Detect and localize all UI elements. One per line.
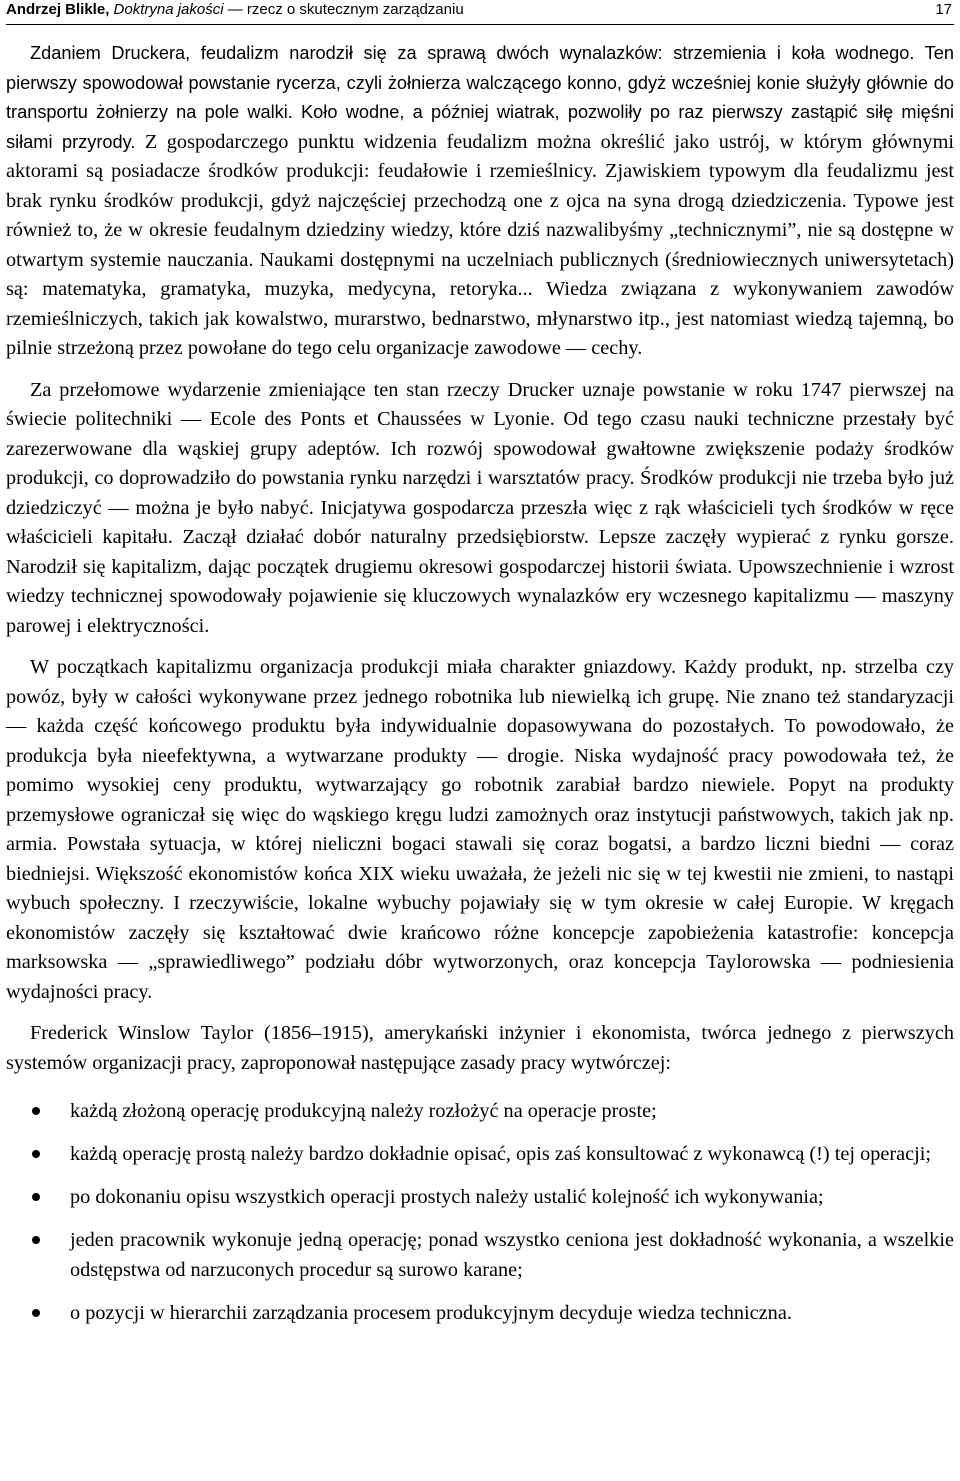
list-item-text: o pozycji w hierarchii zarządzania procesem produkcyjnym decyduje wiedza techniczna. [70, 1302, 792, 1324]
header-subtitle: — rzecz o skutecznym zarządzaniu [227, 1, 464, 18]
body-text [6, 39, 954, 1328]
page-number: 17 [935, 1, 952, 18]
list-item-text: każdą złożoną operację produkcyjną należy rozłożyć na operacje proste; [70, 1100, 657, 1122]
header-author: Andrzej Blikle, [6, 1, 110, 18]
list-item-text: po dokonaniu opisu wszystkich operacji prostych należy ustalić kolejność ich wykonywania; [70, 1186, 824, 1208]
list-item [6, 1139, 954, 1169]
running-header [6, 0, 954, 25]
bullet-icon [32, 1150, 40, 1158]
paragraph-capitalism: Za przełomowe wydarzenie zmieniające ten stan rzeczy Drucker uznaje powstanie w roku 1747 pierwszej na świecie politechniki — Ecole des Ponts et Chaussées w Lyonie. Od tego czasu nauki techniczne przestały być zarezerwowane dla wąskiej grupy adeptów. Ich rozwój spowodował gwałtowne zwiększenie podaży środków produkcji, co doprowadziło do powstania rynku narzędzi i warsztatów pracy. Środków produkcji nie trzeba było już dziedziczyć — można je było nabyć. Inicjatywa gospodarcza przeszła więc z rąk właścicieli tych środków w ręce właścicieli kapitału. Zaczął działać dobór naturalny przedsiębiorstw. Lepsze zaczęły wypierać z rynku gorsze. Narodził się kapitalizm, dając początek drugiemu okresowi gospodarczej historii świata. Upowszechnienie i wzrost wiedzy technicznej spowodowały pojawienie się kluczowych wynalazków ery wczesnego kapitalizmu — maszyny parowej i elektryczności. [6, 378, 954, 637]
taylor-principles-list [6, 1096, 954, 1328]
list-item [6, 1225, 954, 1285]
list-item-text: jeden pracownik wykonuje jedną operację; ponad wszystko ceniona jest dokładność wykonania, a wszelkie odstępstwa od narzuconych procedur są surowo karane; [70, 1229, 954, 1281]
list-item-text: każdą operację prostą należy bardzo dokładnie opisać, opis zaś konsultować z wykonawcą (!) tej operacji; [70, 1143, 932, 1165]
bullet-icon [32, 1236, 40, 1244]
header-book-title: Doktryna jakości [113, 1, 224, 18]
list-item [6, 1182, 954, 1212]
list-item [6, 1096, 954, 1126]
paragraph-feudalism-serif-part: Z gospodarczego punktu widzenia feudalizm można określić jako ustrój, w którym głównymi aktorami są posiadacze środków produkcji: feudałowie i rzemieślnicy. Zjawiskiem typowym dla feudalizmu jest brak rynku środków produkcji, gdyż najczęściej przechodzą one z ojca na syna drogą dziedziczenia. Typowe jest również to, że w okresie feudalnym dziedziny wiedzy, które dziś nazwalibyśmy „technicznymi”, nie są dostępne w otwartym systemie nauczania. Naukami dostępnymi na uczelniach publicznych (średniowiecznych uniwersytetach) są: matematyka, gramatyka, muzyka, medycyna, retoryka... Wiedza związana z wykonywaniem zawodów rzemieślniczych, takich jak kowalstwo, murarstwo, bednarstwo, młynarstwo itp., jest natomiast wiedzą tajemną, bo pilnie strzeżoną przez powołane do tego celu organizacje zawodowe — cechy. [6, 130, 954, 359]
paragraph-early-capitalism: W początkach kapitalizmu organizacja produkcji miała charakter gniazdowy. Każdy produkt, np. strzelba czy powóz, były w całości wykonywane przez jednego robotnika lub niewielką ich grupę. Nie znano też standaryzacji — każda część końcowego produktu była indywidualnie dopasowywana do pozostałych. To powodowało, że produkcja była nieefektywna, a wytwarzane produkty — drogie. Niska wydajność pracy powodowała też, że pomimo wysokiej ceny produktu, wytwarzający go robotnik zarabiał bardzo niewiele. Popyt na produkty przemysłowe ograniczał się więc do wąskiego kręgu ludzi zamożnych oraz instytucji państwowych, takich jak np. armia. Powstała sytuacja, w której nieliczni bogaci stawali się coraz bogatsi, a bardzo liczni biedni — coraz biedniejsi. Większość ekonomistów końca XIX wieku uważała, że jeżeli nic się w tej kwestii nie zmieni, to nastąpi wybuch społeczny. I rzeczywiście, lokalne wybuchy pojawiały się w tym okresie w całej Europie. W kręgach ekonomistów zaczęły się kształtować dwie krańcowo różne koncepcje zapobieżenia katastrofie: koncepcja marksowska — „sprawiedliwego” podziału dóbr wytworzonych, oraz koncepcja Taylorowska — podniesienia wydajności pracy. [6, 656, 954, 1003]
paragraph-taylor: Frederick Winslow Taylor (1856–1915), amerykański inżynier i ekonomista, twórca jednego z pierwszych systemów organizacji pracy, zaproponował następujące zasady pracy wytwórczej: [6, 1022, 954, 1074]
bullet-icon [32, 1193, 40, 1201]
bullet-icon [32, 1107, 40, 1115]
paragraph-feudalism-sans-part: Zdaniem Druckera, feudalizm narodził się za sprawą dwóch wynalazków: strzemienia i koła wodnego. Ten pierwszy spowodował powstanie rycerza, czyli żołnierza walczącego konno, gdyż wcześniej konie służyły głównie do transportu żołnierzy na pole walki. Koło wodne, a później wiatrak, pozwoliły po raz pierwszy zastąpić siłę mięśni siłami przyrody. [6, 43, 954, 152]
paragraph-feudalism [6, 39, 954, 364]
bullet-icon [32, 1309, 40, 1317]
list-item [6, 1298, 954, 1328]
